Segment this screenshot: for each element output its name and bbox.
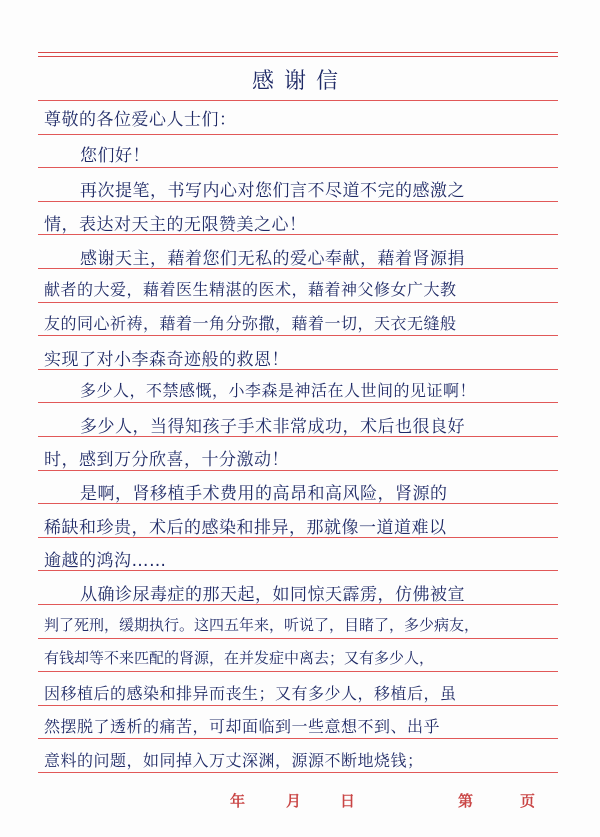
body-line: 多少人，不禁感慨，小李森是神活在人世间的见证啊！ (80, 381, 477, 400)
body-line: 意料的问题，如同掉入万丈深渊，源源不断地烧钱； (44, 751, 424, 770)
page-footer (0, 790, 600, 814)
letter-title: 感谢信 (251, 69, 348, 94)
footer-page-prefix: 第 (458, 792, 474, 810)
body-line: 因移植后的感染和排异而丧生；又有多少人，移植后，虽 (44, 684, 457, 703)
body-line: 稀缺和珍贵，术后的感染和排异，那就像一道道难以 (44, 518, 447, 538)
ruled-line (38, 705, 558, 706)
body-line: 判了死刑，缓期执行。这四五年来，听说了，目睹了，多少病友， (44, 616, 480, 634)
ruled-line (38, 772, 558, 773)
ruled-line (38, 201, 558, 202)
header-rule (38, 52, 558, 53)
footer-page-suffix: 页 (520, 792, 536, 810)
body-line: 多少人，当得知孩子手术非常成功，术后也很良好 (80, 417, 465, 437)
ruled-line (38, 638, 558, 639)
ruled-line (38, 738, 558, 739)
body-line: 时，感到万分欣喜，十分激动！ (44, 450, 289, 470)
footer-day-label: 日 (340, 792, 356, 810)
ruled-line (38, 134, 558, 135)
body-line: 再次提笔，书写内心对您们言不尽道不完的感激之 (80, 181, 465, 201)
body-line: 逾越的鸿沟…… (44, 551, 167, 571)
body-line: 从确诊尿毒症的那天起，如同惊天霹雳，仿佛被宣 (80, 585, 465, 605)
body-line: 献者的大爱，藉着医生精湛的医术，藉着神父修女广大教 (44, 280, 457, 299)
body-line: 友的同心祈祷，藉着一角分弥撒，藉着一切，天衣无缝般 (44, 314, 457, 333)
header-rule (38, 56, 558, 57)
salutation: 尊敬的各位爱心人士们： (44, 110, 237, 130)
body-line: 然摆脱了透析的痛苦，可却面临到一些意想不到、出乎 (44, 717, 441, 736)
body-line: 情，表达对天主的无限赞美之心！ (44, 215, 307, 235)
ruled-line (38, 302, 558, 303)
ruled-line (38, 402, 558, 403)
ruled-line (38, 100, 558, 101)
ruled-line (38, 671, 558, 672)
body-line: 感谢天主，藉着您们无私的爱心奉献，藉着肾源捐 (80, 249, 465, 269)
footer-year-label: 年 (230, 792, 246, 810)
body-line: 有钱却等不来匹配的肾源，在并发症中离去；又有多少人， (44, 649, 435, 667)
greeting: 您们好！ (80, 146, 150, 166)
ruled-line (38, 167, 558, 168)
footer-month-label: 月 (286, 792, 302, 810)
ruled-line (38, 335, 558, 336)
body-line: 是啊，肾移植手术费用的高昂和高风险，肾源的 (80, 484, 448, 504)
body-line: 实现了对小李森奇迹般的救恩！ (44, 350, 289, 370)
ruled-line (38, 470, 558, 471)
